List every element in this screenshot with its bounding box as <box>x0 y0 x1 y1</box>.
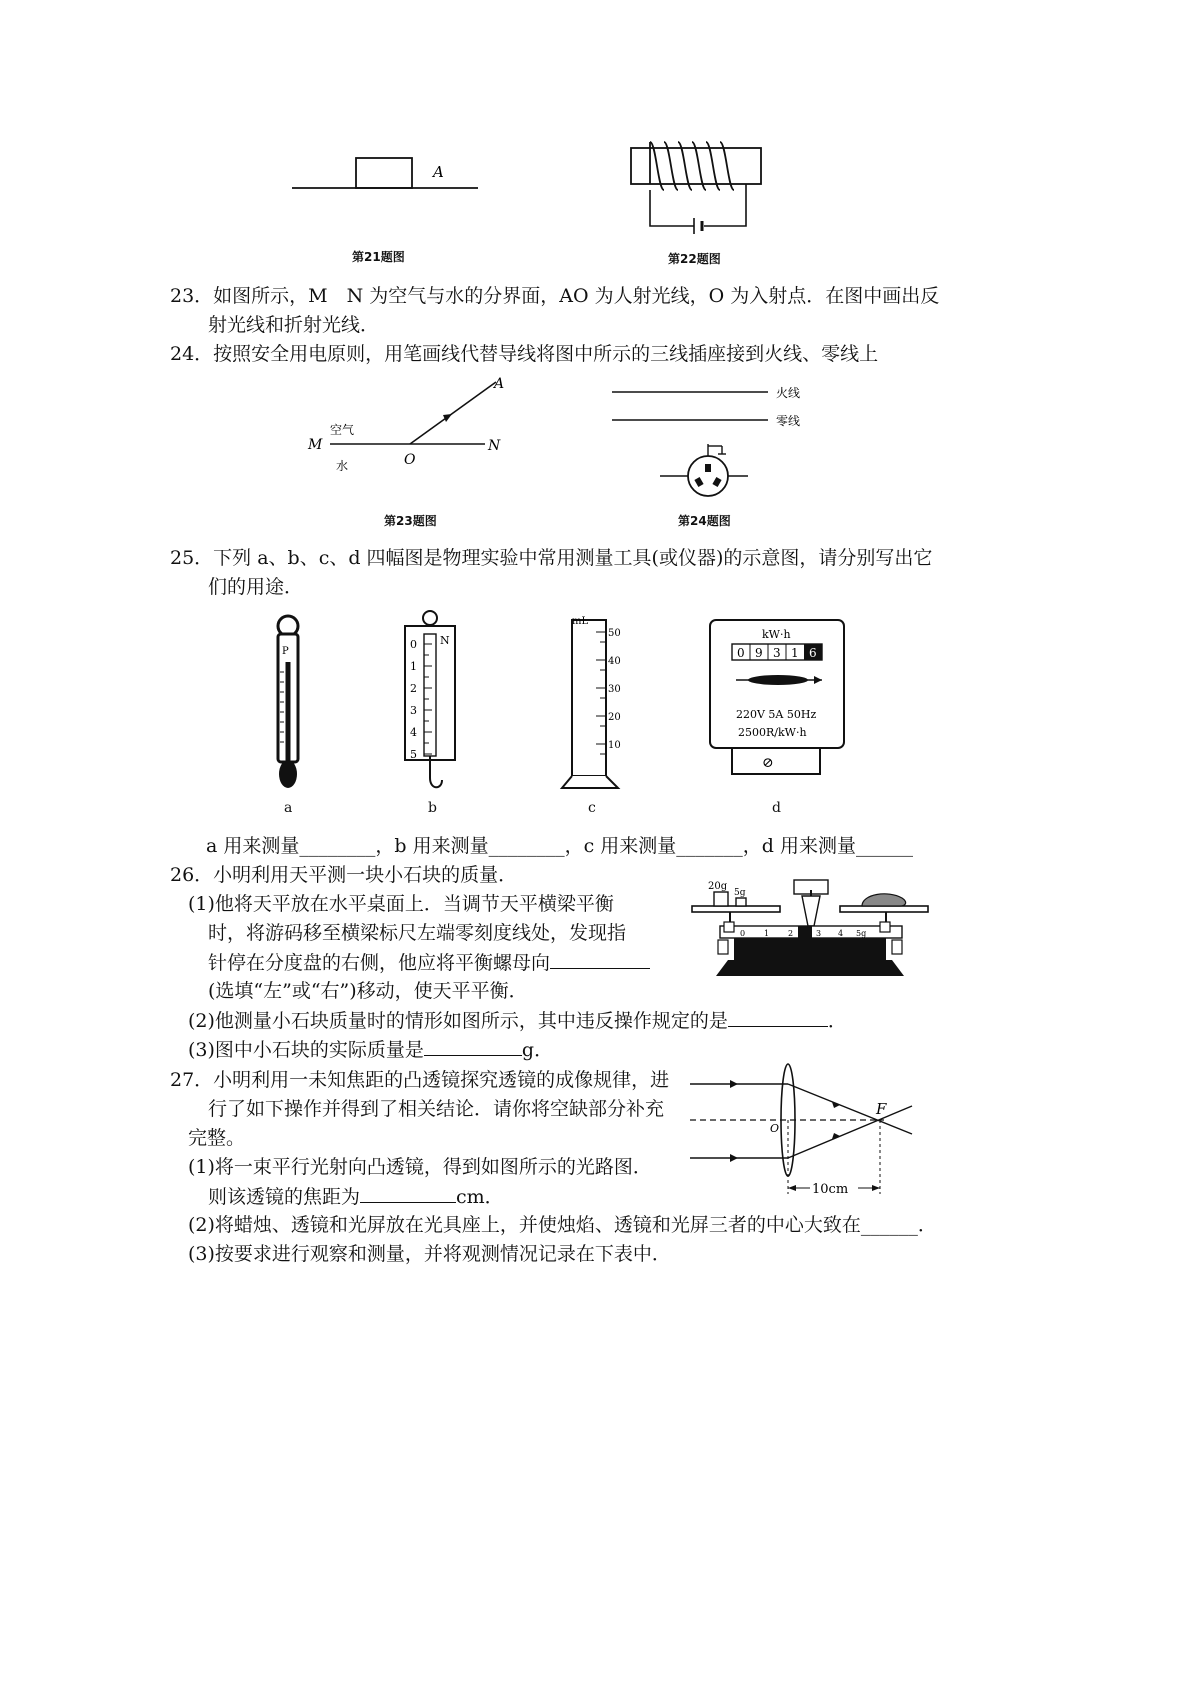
q26-p2-wrap: (2)他测量小石块质量时的情形如图所示，其中违反操作规定的是 ． <box>188 1010 847 1032</box>
q27-line-3: 完整。 <box>188 1127 246 1149</box>
fig23-caption: 第23题图 <box>384 514 437 528</box>
q27-line-1: 27．小明利用一未知焦距的凸透镜探究透镜的成像规律，进 <box>170 1069 670 1091</box>
q23-line-1: 23．如图所示，M N 为空气与水的分界面，AO 为人射光线，O 为入射点．在图中画出反 <box>170 285 940 307</box>
balance-figure <box>690 876 930 982</box>
fig24-caption: 第24题图 <box>678 514 731 528</box>
electric-meter-figure <box>706 618 848 776</box>
figure-24 <box>608 378 828 503</box>
q26-blank-2[interactable] <box>728 1008 828 1027</box>
measuring-cylinder-figure <box>558 612 622 792</box>
cylinder-tick: 20 <box>608 712 621 723</box>
figure-21 <box>290 150 480 200</box>
spring-scale-tick: 2 <box>410 682 417 695</box>
q26-blank-3[interactable] <box>424 1037 522 1056</box>
q26-p1-line-3: 针停在分度盘的右侧，他应将平衡螺母向 <box>208 952 551 974</box>
scale-tick: 5g <box>856 929 867 938</box>
spring-scale-unit: N <box>440 634 450 647</box>
fig21-label-a: A <box>433 163 444 181</box>
fig23-water: 水 <box>336 459 349 473</box>
fig21-caption: 第21题图 <box>352 250 405 264</box>
fig23-m: M <box>308 437 323 453</box>
scale-tick: 0 <box>740 929 746 938</box>
q26-p3-a: (3)图中小石块的实际质量是 <box>188 1039 424 1061</box>
weight-5g: 5g <box>734 888 746 898</box>
spring-scale-tick: 5 <box>410 748 417 761</box>
meter-spec-2: 2500R/kW·h <box>738 726 807 739</box>
label-c: c <box>588 800 596 816</box>
thermometer-figure <box>268 612 308 792</box>
cylinder-tick: 50 <box>608 628 621 639</box>
q27-line-2: 行了如下操作并得到了相关结论．请你将空缺部分补充 <box>208 1098 665 1120</box>
scale-tick: 4 <box>838 929 844 938</box>
spring-scale-figure <box>400 608 460 796</box>
fig23-air: 空气 <box>330 423 355 437</box>
fig23-n: N <box>488 438 501 454</box>
meter-symbol: ⊘ <box>762 755 774 771</box>
fig23-a: A <box>494 376 505 392</box>
spring-scale-tick: 4 <box>410 726 417 739</box>
q27-p1-line-2a: 则该透镜的焦距为 <box>208 1186 361 1208</box>
q27-p1-line-2b: cm． <box>456 1186 504 1208</box>
q26-p1-line-3-wrap <box>208 950 650 975</box>
q27-p1-line-1: (1)将一束平行光射向凸透镜，得到如图所示的光路图． <box>188 1156 652 1178</box>
q26-p3-b: g． <box>521 1039 554 1061</box>
q26-p2: (2)他测量小石块质量时的情形如图所示，其中违反操作规定的是 <box>188 1010 728 1032</box>
cylinder-tick: 10 <box>608 740 621 751</box>
label-b: b <box>428 800 437 816</box>
q25-line-1: 25．下列 a、b、c、d 四幅图是物理实验中常用测量工具(或仪器)的示意图，请分别写出它 <box>170 547 933 569</box>
weight-20g: 20g <box>708 881 728 892</box>
fig24-live: 火线 <box>776 386 801 400</box>
q27-p1-line-2-wrap <box>208 1184 504 1209</box>
spring-scale-tick: 0 <box>410 638 417 651</box>
cylinder-tick: 30 <box>608 684 621 695</box>
q26-blank-1[interactable] <box>550 950 650 969</box>
q26-p3-wrap <box>188 1037 553 1062</box>
thermometer-mark: P <box>282 646 289 657</box>
lens-distance: 10cm <box>812 1182 849 1197</box>
lens-center: O <box>770 1122 780 1135</box>
q26-p1-line-2: 时，将游码移至横梁标尺左端零刻度线处，发现指 <box>208 922 627 944</box>
figure-22 <box>628 138 768 238</box>
q25-answers: a 用来测量________，b 用来测量________，c 用来测量_______，d 用来测量______ <box>206 835 913 857</box>
label-a: a <box>284 800 293 816</box>
figure-23 <box>300 372 520 482</box>
q24-line-1: 24．按照安全用电原则，用笔画线代替导线将图中所示的三线插座接到火线、零线上 <box>170 343 879 365</box>
meter-digit: 0 <box>737 646 745 660</box>
fig23-o: O <box>404 452 416 468</box>
label-d: d <box>772 800 781 816</box>
q26-p1-line-4: (选填“左”或“右”)移动，使天平平衡． <box>208 980 528 1002</box>
meter-unit: kW·h <box>762 628 791 641</box>
meter-digit: 6 <box>809 646 817 660</box>
lens-focus: F <box>876 1100 887 1118</box>
cylinder-tick: 40 <box>608 656 621 667</box>
fig24-neutral: 零线 <box>776 414 801 428</box>
scale-tick: 1 <box>764 929 770 938</box>
q27-p2: (2)将蜡烛、透镜和光屏放在光具座上，并使烛焰、透镜和光屏三者的中心大致在______． <box>188 1214 937 1236</box>
q26-title: 26．小明利用天平测一块小石块的质量． <box>170 864 518 886</box>
spring-scale-tick: 3 <box>410 704 417 717</box>
q27-p3: (3)按要求进行观察和测量，并将观测情况记录在下表中． <box>188 1243 671 1265</box>
meter-digit: 1 <box>791 646 799 660</box>
q27-blank-1[interactable] <box>360 1184 456 1203</box>
cylinder-unit: mL <box>572 616 589 627</box>
q23-line-2: 射光线和折射光线． <box>208 314 380 336</box>
q25-line-2: 们的用途． <box>208 576 304 598</box>
meter-spec-1: 220V 5A 50Hz <box>736 708 817 721</box>
fig22-caption: 第22题图 <box>668 252 721 266</box>
spring-scale-tick: 1 <box>410 660 417 673</box>
q26-p1-line-1: (1)他将天平放在水平桌面上．当调节天平横梁平衡 <box>188 893 614 915</box>
meter-digit: 9 <box>755 646 763 660</box>
scale-tick: 2 <box>788 929 794 938</box>
lens-figure <box>690 1060 926 1200</box>
scale-tick: 3 <box>816 929 822 938</box>
meter-digit: 3 <box>773 646 781 660</box>
